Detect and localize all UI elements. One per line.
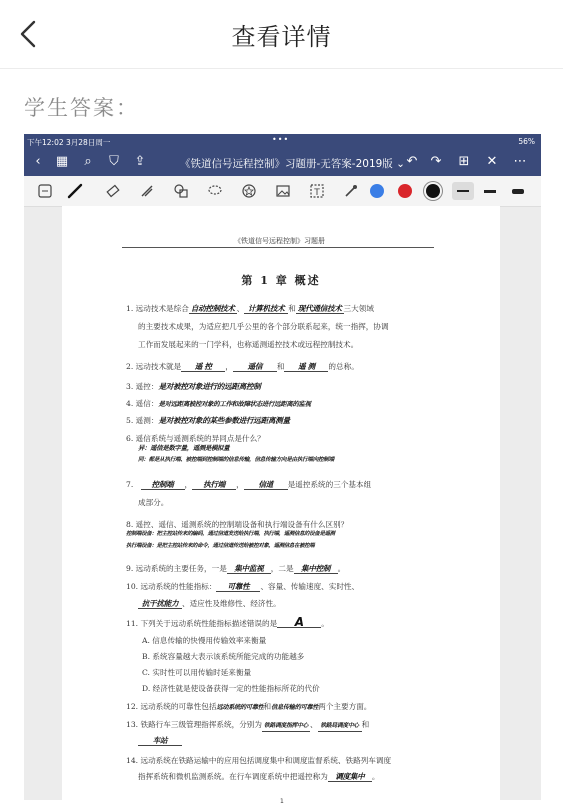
stroke-thick[interactable] [512, 189, 524, 194]
stroke-thin[interactable] [452, 182, 474, 200]
question-11: 11. 下列关于远动系统性能指标描述错误的是 A 。 [126, 615, 329, 629]
worksheet-page [62, 206, 500, 806]
redo-icon[interactable]: ↷ [430, 154, 442, 169]
status-time: 下午12:02 3月28日周一 [27, 138, 111, 147]
question-7-line2: 成部分。 [138, 498, 169, 507]
option-c: C. 实时性可以用传输时延来衡量 [142, 668, 252, 677]
bookmark-icon[interactable]: ⛉ [109, 154, 119, 169]
student-answer-label: 学生答案： [24, 96, 139, 120]
image-icon[interactable] [274, 182, 292, 200]
question-6-answer-1: 异：遥信是数字量，遥测是模拟量 [138, 444, 230, 452]
top-bar [0, 0, 563, 69]
question-1-line2: 的主要技术成果，为适应把几乎公里的各个部分联系起来，统一指挥，协调 [138, 322, 389, 331]
question-4: 4. 遥信：是对远距离被控对象的工作和故障状态进行远距离的监视 [126, 399, 311, 408]
question-10-line2: 抗干扰能力 、适应性及维修性、经济性。 [138, 599, 281, 609]
lasso-icon[interactable] [206, 182, 224, 200]
highlighter-icon[interactable] [138, 182, 156, 200]
back-arrow-icon[interactable]: ‹ [35, 154, 41, 169]
question-10: 10. 远动系统的性能指标： 可靠性 、容量、传输速度、实时性、 [126, 582, 360, 591]
text-box-icon[interactable] [308, 182, 326, 200]
question-7: 7. 控制端 ， 执行端 ， 信道 是遥控系统的三个基本组 [126, 480, 372, 489]
undo-icon[interactable]: ↶ [406, 154, 418, 169]
close-icon[interactable]: ✕ [486, 154, 498, 169]
eraser-icon[interactable] [104, 182, 122, 200]
annotation-toolbar [24, 176, 541, 207]
question-14: 14. 远动系统在铁路运输中的应用包括调度集中和调度监督系统、铁路列车调度 [126, 756, 392, 765]
question-12: 12. 远动系统的可靠性包括远动系统的可靠性和信息传输的可靠性两个主要方面。 [126, 702, 372, 711]
status-dots: ••• [272, 135, 290, 144]
more-icon[interactable]: ⋯ [513, 154, 527, 169]
option-a: A. 信息传输的快慢用传输效率来衡量 [142, 636, 267, 645]
worksheet-header: 《铁道信号远程控制》习题册 [234, 237, 325, 245]
document-title[interactable]: 《铁道信号远程控制》习题册-无答案-2019版 ⌄ [180, 158, 405, 170]
question-2: 2. 远动技术就是 遥 控 ， 遥信 和 遥 测 的总称。 [126, 362, 359, 371]
share-icon[interactable]: ⇪ [134, 154, 146, 169]
svg-text:T: T [314, 188, 320, 198]
question-8-answer-1: 控制端设备：把主控站传来的编码，通过信道发送给执行端，执行端，遥测信息的设备是遥测 [126, 531, 335, 537]
question-14-line2: 指挥系统和微机监测系统。在行车调度系统中把遥控称为 调度集中 。 [138, 772, 380, 781]
battery-level: 56% [518, 137, 535, 146]
page-icon[interactable] [36, 182, 54, 200]
header-rule [122, 247, 434, 248]
option-b: B. 系统容量越大表示该系统所能完成的功能越多 [142, 652, 305, 661]
search-icon[interactable]: ⌕ [84, 154, 92, 169]
question-5: 5. 遥测：是对被控对象的某些参数进行远距离测量 [126, 416, 290, 425]
grid-icon[interactable]: ▦ [55, 154, 69, 169]
question-1: 1. 远动技术是综合 自动控制技术 、 计算机技术 和 现代通信技术 三大领域 [126, 304, 374, 313]
question-6-answer-2: 同：都是从执行端、被控端到控制端的信息传输，信息传输方向是由执行端向控制端 [138, 457, 334, 463]
option-d: D. 经济性就是使设备获得一定的性能指标所花的代价 [142, 684, 320, 693]
question-6: 6. 遥信系统与遥测系统的异同点是什么？ [126, 434, 265, 443]
color-red[interactable] [398, 184, 412, 198]
page-number: 1 [280, 798, 284, 805]
stroke-medium[interactable] [484, 190, 496, 193]
answer-screenshot[interactable] [24, 134, 541, 805]
question-1-line3: 工作而发展起来的一门学科，也称遥测遥控技术或远程控制技术。 [138, 340, 359, 349]
status-bar [24, 134, 541, 148]
page-title: 查看详情 [231, 23, 332, 51]
pen-icon[interactable] [66, 182, 84, 200]
question-9: 9. 远动系统的主要任务，一是 集中监视 ，二是 集中控制 。 [126, 564, 346, 573]
shapes-icon[interactable] [172, 182, 190, 200]
laser-pointer-icon[interactable] [342, 182, 360, 200]
question-3: 3. 遥控：是对被控对象进行的远距离控制 [126, 382, 261, 391]
add-page-icon[interactable]: ⊞ [458, 154, 470, 169]
color-black[interactable] [426, 184, 440, 198]
color-blue[interactable] [370, 184, 384, 198]
question-13: 13. 铁路行车三级管理指挥系统，分别为 铁路调度指挥中心 、 铁路局调度中心 和 [126, 720, 369, 732]
reader-navbar [24, 148, 541, 176]
question-8-answer-2: 执行端设备：是把主控站传来的命令，通过信道传送给被控对象，遥测信息在被控端 [126, 543, 315, 549]
question-8: 8. 遥控、遥信、遥测系统的控制端设备和执行端设备有什么区别？ [126, 520, 349, 529]
chapter-title: 第 1 章 概述 [241, 274, 321, 287]
sticker-icon[interactable] [240, 182, 258, 200]
question-13-line2: 车站 [138, 736, 182, 746]
